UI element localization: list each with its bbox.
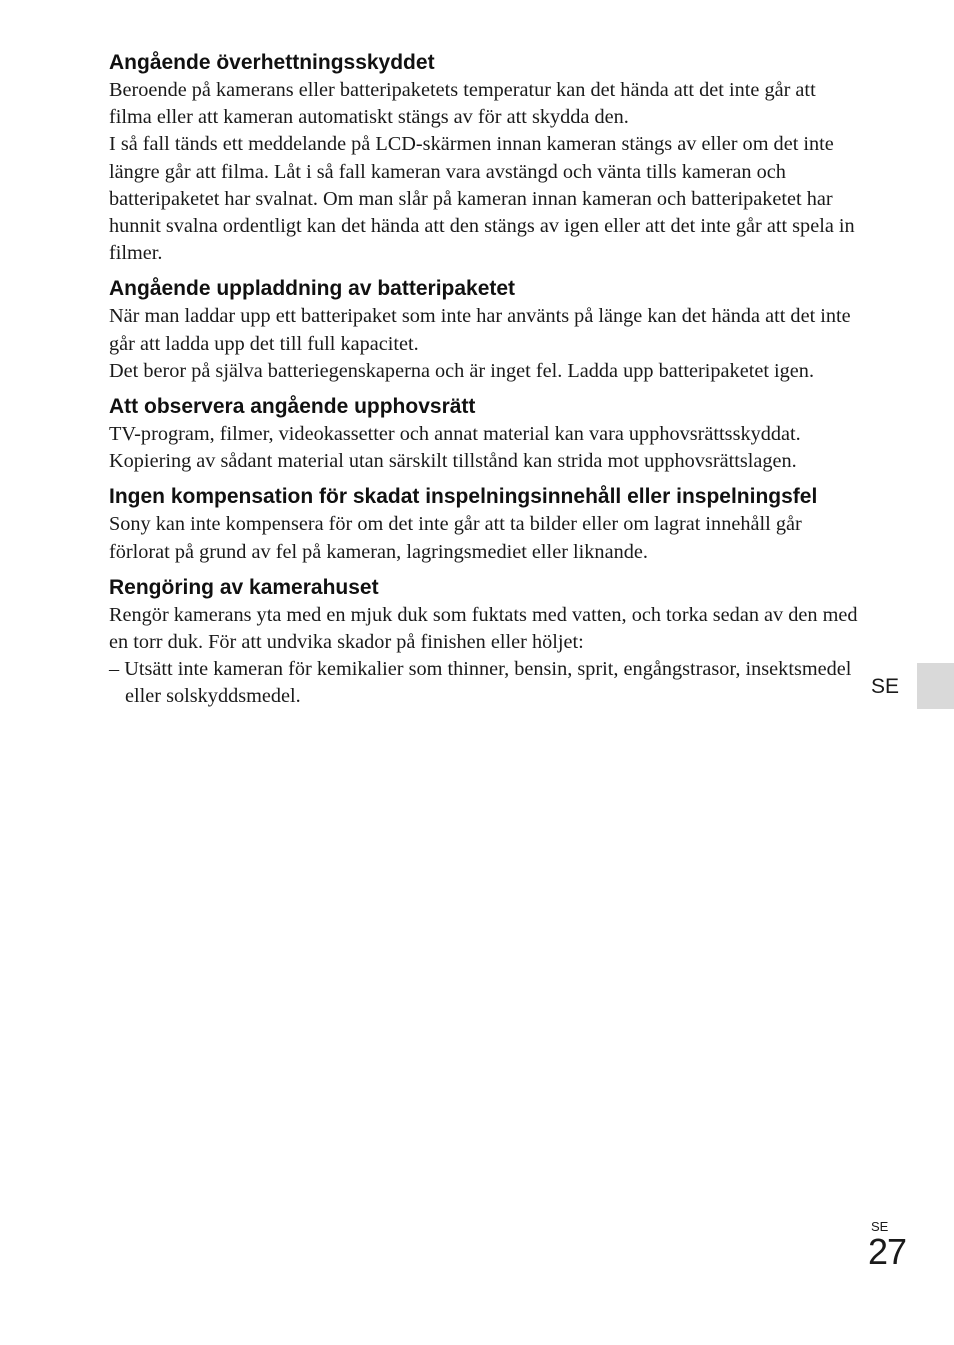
paragraph: TV-program, filmer, videokassetter och annat material kan vara upphovsrättsskyddat. Kopiering av sådant material utan särskilt tillstånd kan strida mot upphovsrättslagen. [109,423,801,473]
bullet-item: – Utsätt inte kameran för kemikalier som thinner, bensin, sprit, engångstrasor, insektsmedel eller solskyddsmedel. [109,658,852,708]
section-heading: Att observera angående upphovsrätt [109,395,476,419]
section-copyright [109,392,861,475]
paragraph: Sony kan inte kompensera för om det inte går att ta bilder eller om lagrat innehåll går förlorat på grund av fel på kameran, lagringsmediet eller liknande. [109,513,802,563]
section-heading: Angående uppladdning av batteripaketet [109,277,516,301]
paragraph: Beroende på kamerans eller batteripaketets temperatur kan det hända att det inte går att filma eller att kameran automatiskt stängs av för att skydda den. [109,79,816,129]
section-cleaning [109,573,861,711]
section-battery-charging [109,274,861,385]
paragraph: När man laddar upp ett batteripaket som inte har använts på länge kan det hända att det inte går att ladda upp det till full kapacitet. [109,305,851,355]
page-number: 27 [868,1231,907,1272]
paragraph: I så fall tänds ett meddelande på LCD-skärmen innan kameran stängs av eller om det inte längre går att filma. Låt i så fall kameran vara avstängd och vänta tills kameran och batteripaketet har svalnat. Om man slår på kameran innan kameran och batteripaketet har hunnit svalna ordentligt kan det hända att den stängs av igen eller att det inte går att spela in filmer. [109,133,855,265]
language-side-label: SE [871,675,900,698]
section-no-compensation [109,482,861,565]
section-heading: Rengöring av kamerahuset [109,575,379,599]
language-side-tab [917,663,954,709]
paragraph: Rengör kamerans yta med en mjuk duk som fuktats med vatten, och torka sedan av den med en torr duk. För att undvika skador på finishen eller höljet: [109,603,858,654]
footer-language: SE [871,1219,889,1234]
page-content [109,48,861,718]
paragraph: Det beror på själva batteriegenskaperna och är inget fel. Ladda upp batteripaketet igen. [109,359,815,382]
section-overheating [109,48,861,267]
section-heading: Angående överhettningsskyddet [109,51,435,74]
section-heading: Ingen kompensation för skadat inspelningsinnehåll eller inspelningsfel [109,485,818,509]
